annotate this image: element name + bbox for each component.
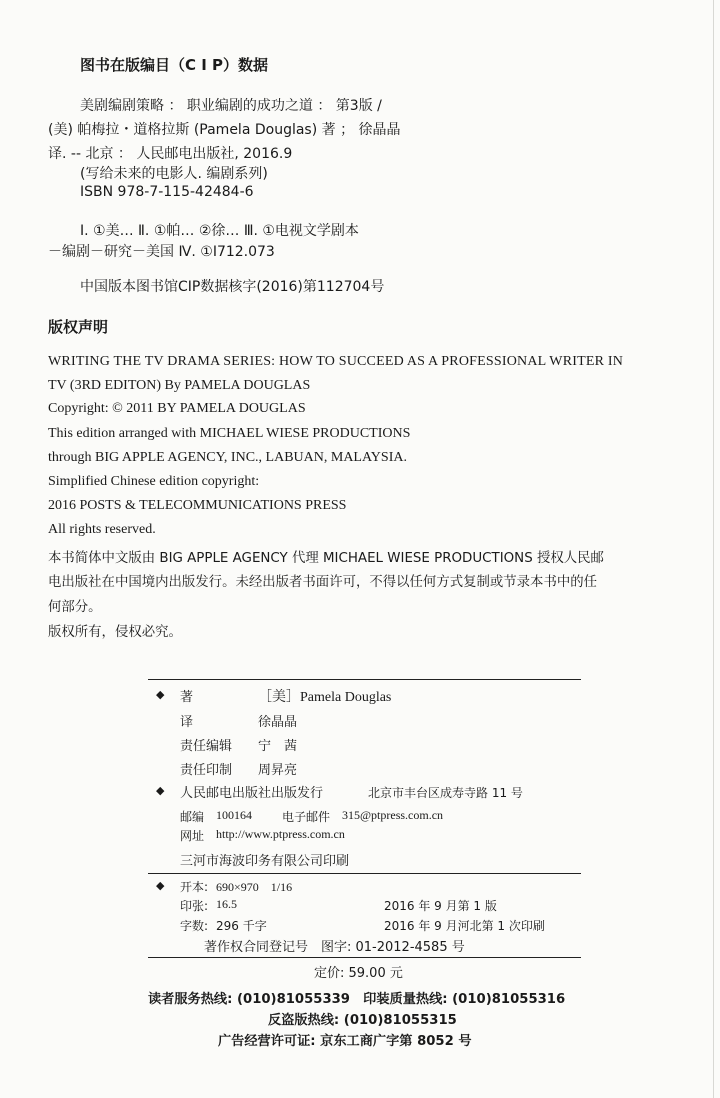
words: 296 千字 <box>216 919 267 933</box>
credit-role: 译 <box>180 715 194 730</box>
credit-name: 徐晶晶 <box>258 715 298 730</box>
cip-line: (写给未来的电影人. 编剧系列) <box>80 166 268 182</box>
website-label: 网址 <box>180 829 205 843</box>
publisher: 人民邮电出版社出版发行 <box>180 786 324 801</box>
diamond-bullet: ◆ <box>156 688 165 701</box>
credit-name: 宁 茜 <box>258 739 298 754</box>
copyright-english-line: TV (3RD EDITON) By PAMELA DOUGLAS <box>48 378 311 393</box>
copyright-chinese-line: 电出版社在中国境内出版发行。未经出版者书面许可，不得以任何方式复制或节录本书中的任 <box>48 575 598 590</box>
cip-isbn: ISBN 978-7-115-42484-6 <box>80 184 254 200</box>
copyright-chinese-line: 本书简体中文版由 BIG APPLE AGENCY 代理 MICHAEL WIESE PRODUCTIONS 授权人民邮 <box>48 551 604 566</box>
sheets-label: 印张: <box>180 899 209 913</box>
hotline-service-quality: 读者服务热线: (010)81055339 印装质量热线: (010)81055316 <box>148 992 566 1007</box>
copyright-english-line: Simplified Chinese edition copyright: <box>48 474 260 489</box>
copyright-chinese-line: 何部分。 <box>48 600 102 615</box>
publisher-address: 北京市丰台区成寿寺路 11 号 <box>368 786 523 800</box>
format-label: 开本: <box>180 880 209 894</box>
edition: 2016 年 9 月第 1 版 <box>384 899 497 913</box>
copyright-english-line: 2016 POSTS & TELECOMMUNICATIONS PRESS <box>48 498 347 513</box>
imprint-top-rule <box>148 679 581 680</box>
cip-line: 美剧编剧策略 ： 职业编剧的成功之道 ： 第3版 / <box>80 98 382 114</box>
credit-role: 责任印制 <box>180 763 233 778</box>
credit-role: 著 <box>180 690 194 705</box>
copyright-english-line: Copyright: © 2011 BY PAMELA DOUGLAS <box>48 401 306 416</box>
copyright-chinese-line: 版权所有，侵权必究。 <box>48 625 182 640</box>
hotline-anti-piracy: 反盗版热线: (010)81055315 <box>268 1013 457 1028</box>
diamond-bullet: ◆ <box>156 784 165 797</box>
contract-number: 著作权合同登记号 图字: 01-2012-4585 号 <box>204 940 465 955</box>
printer: 三河市海波印务有限公司印刷 <box>180 854 350 869</box>
copyright-english-line: All rights reserved. <box>48 522 156 537</box>
cip-line: (美) 帕梅拉・道格拉斯 (Pamela Douglas) 著 ； 徐晶晶 <box>48 122 401 138</box>
credit-role: 责任编辑 <box>180 739 233 754</box>
printing: 2016 年 9 月河北第 1 次印刷 <box>384 919 545 933</box>
imprint-mid-rule <box>148 873 581 874</box>
format: 690×970 1/16 <box>216 880 293 894</box>
diamond-bullet: ◆ <box>156 879 165 892</box>
cip-heading: 图书在版编目（C I P）数据 <box>80 56 269 74</box>
email-label: 电子邮件 <box>282 810 331 824</box>
page-edge-line <box>713 0 714 1098</box>
advertising-license: 广告经营许可证: 京东工商广字第 8052 号 <box>218 1034 472 1049</box>
email: 315@ptpress.com.cn <box>342 808 444 822</box>
copyright-english-line: WRITING THE TV DRAMA SERIES: HOW TO SUCCEED AS A PROFESSIONAL WRITER IN <box>48 354 624 369</box>
cip-line: 译. -- 北京 ： 人民邮电出版社, 2016.9 <box>48 146 293 162</box>
price: 定价: 59.00 元 <box>314 966 403 981</box>
words-label: 字数: <box>180 919 209 933</box>
postcode-label: 邮编 <box>180 810 205 824</box>
copyright-english-line: through BIG APPLE AGENCY, INC., LABUAN, MALAYSIA. <box>48 450 407 465</box>
website: http://www.ptpress.com.cn <box>216 827 345 841</box>
sheets: 16.5 <box>216 897 237 911</box>
cip-number: 中国版本图书馆CIP数据核字(2016)第112704号 <box>80 279 385 295</box>
imprint-bottom-rule <box>148 957 581 958</box>
cip-classification: －编剧－研究－美国 Ⅳ. ①I712.073 <box>48 244 275 260</box>
credit-name: ［美］Pamela Douglas <box>258 690 392 705</box>
copyright-heading: 版权声明 <box>48 318 109 336</box>
postcode: 100164 <box>216 808 252 822</box>
cip-classification: Ⅰ. ①美… Ⅱ. ①帕… ②徐… Ⅲ. ①电视文学剧本 <box>80 223 359 239</box>
copyright-english-line: This edition arranged with MICHAEL WIESE PRODUCTIONS <box>48 426 411 441</box>
credit-name: 周昇亮 <box>258 763 298 778</box>
